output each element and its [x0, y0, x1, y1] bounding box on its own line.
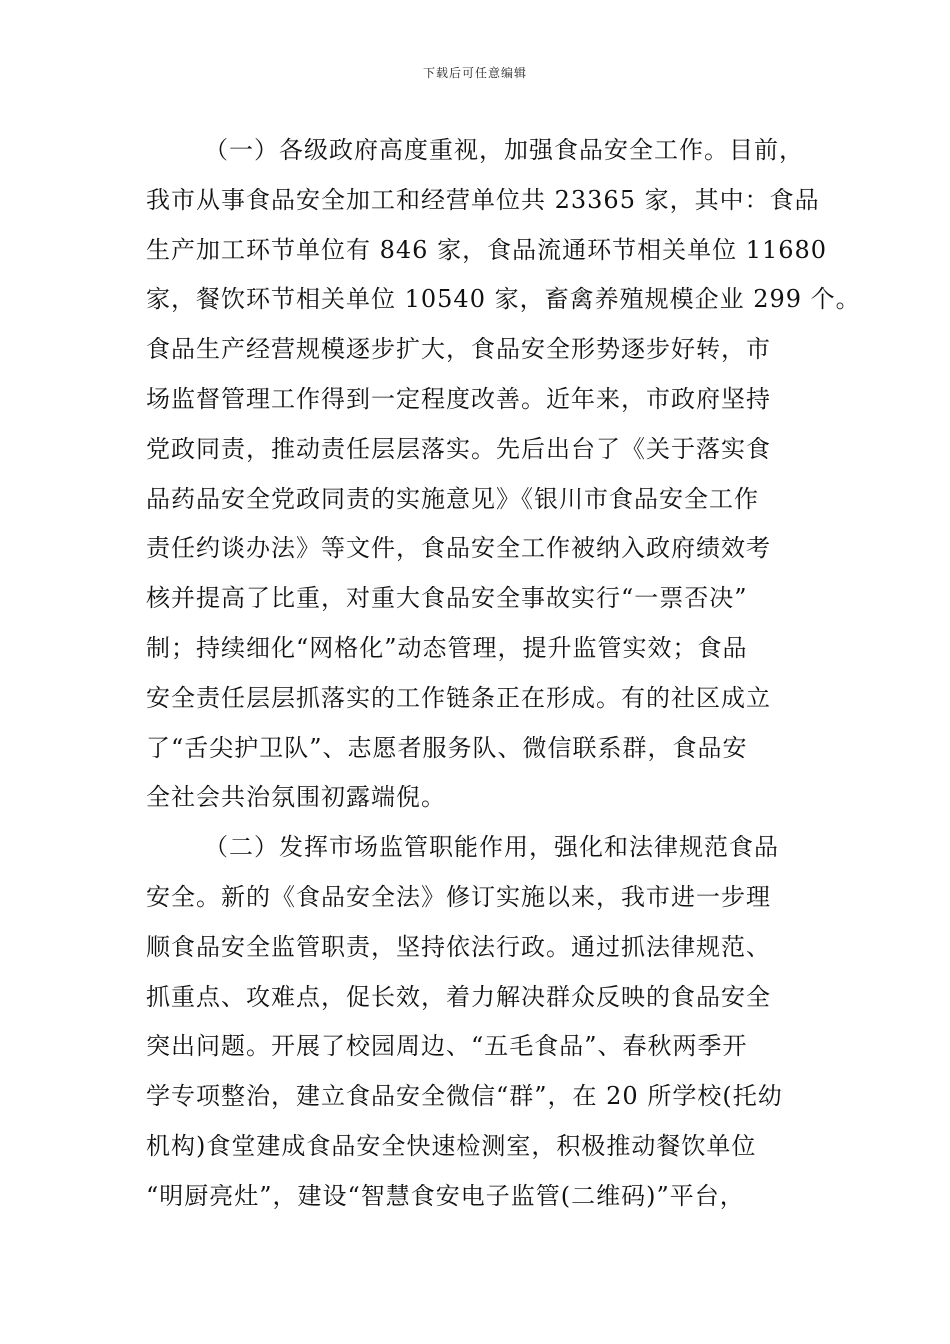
paragraph-line: 生产加工环节单位有 846 家，食品流通环节相关单位 11680: [146, 235, 828, 264]
download-edit-note: 下载后可任意编辑: [422, 66, 527, 80]
paragraph-line: 品药品安全党政同责的实施意见》《银川市食品安全工作: [146, 484, 759, 513]
paragraph-line: 安全。新的《食品安全法》修订实施以来，我市进一步理: [146, 882, 771, 911]
paragraph-line: 安全责任层层抓落实的工作链条正在形成。有的社区成立: [146, 683, 771, 712]
paragraph-line: 场监督管理工作得到一定程度改善。近年来，市政府坚持: [146, 384, 771, 413]
paragraph-line: 机构)食堂建成食品安全快速检测室，积极推动餐饮单位: [146, 1131, 757, 1160]
paragraph-line: 我市从事食品安全加工和经营单位共 23365 家，其中：食品: [146, 185, 820, 214]
paragraph-line: 顺食品安全监管职责，坚持依法行政。通过抓法律规范、: [146, 932, 771, 961]
paragraph-line: 抓重点、攻难点，促长效，着力解决群众反映的食品安全: [146, 982, 771, 1011]
paragraph-line: 责任约谈办法》等文件，食品安全工作被纳入政府绩效考: [146, 534, 771, 563]
paragraph-line: 食品生产经营规模逐步扩大，食品安全形势逐步好转，市: [146, 335, 771, 364]
paragraph-1: [146, 126, 861, 823]
paragraph-line: 党政同责，推动责任层层落实。先后出台了《关于落实食: [146, 434, 771, 463]
paragraph-line: 全社会共治氛围初露端倪。: [146, 783, 446, 812]
paragraph-line: 了“舌尖护卫队”、志愿者服务队、微信联系群，食品安: [146, 733, 748, 762]
paragraph-line: 突出问题。开展了校园周边、“五毛食品”、春秋两季开: [146, 1032, 748, 1061]
paragraph-line: （一）各级政府高度重视，加强食品安全工作。目前，: [204, 136, 804, 164]
paragraph-line: “明厨亮灶”，建设“智慧食安电子监管(二维码)”平台，: [146, 1181, 745, 1210]
paragraph-line: 学专项整治，建立食品安全微信“群”，在 20 所学校(托幼: [146, 1082, 783, 1111]
paragraph-line: （二）发挥市场监管职能作用，强化和法律规范食品: [204, 833, 779, 862]
paragraph-line: 制；持续细化“网格化”动态管理，提升监管实效；食品: [146, 633, 748, 662]
paragraph-2: [146, 823, 826, 1221]
paragraph-line: 核并提高了比重，对重大食品安全事故实行“一票否决”: [146, 584, 748, 613]
document-body: [146, 126, 861, 1222]
paragraph-line: 家，餐饮环节相关单位 10540 家，畜禽养殖规模企业 299 个。: [146, 285, 861, 314]
